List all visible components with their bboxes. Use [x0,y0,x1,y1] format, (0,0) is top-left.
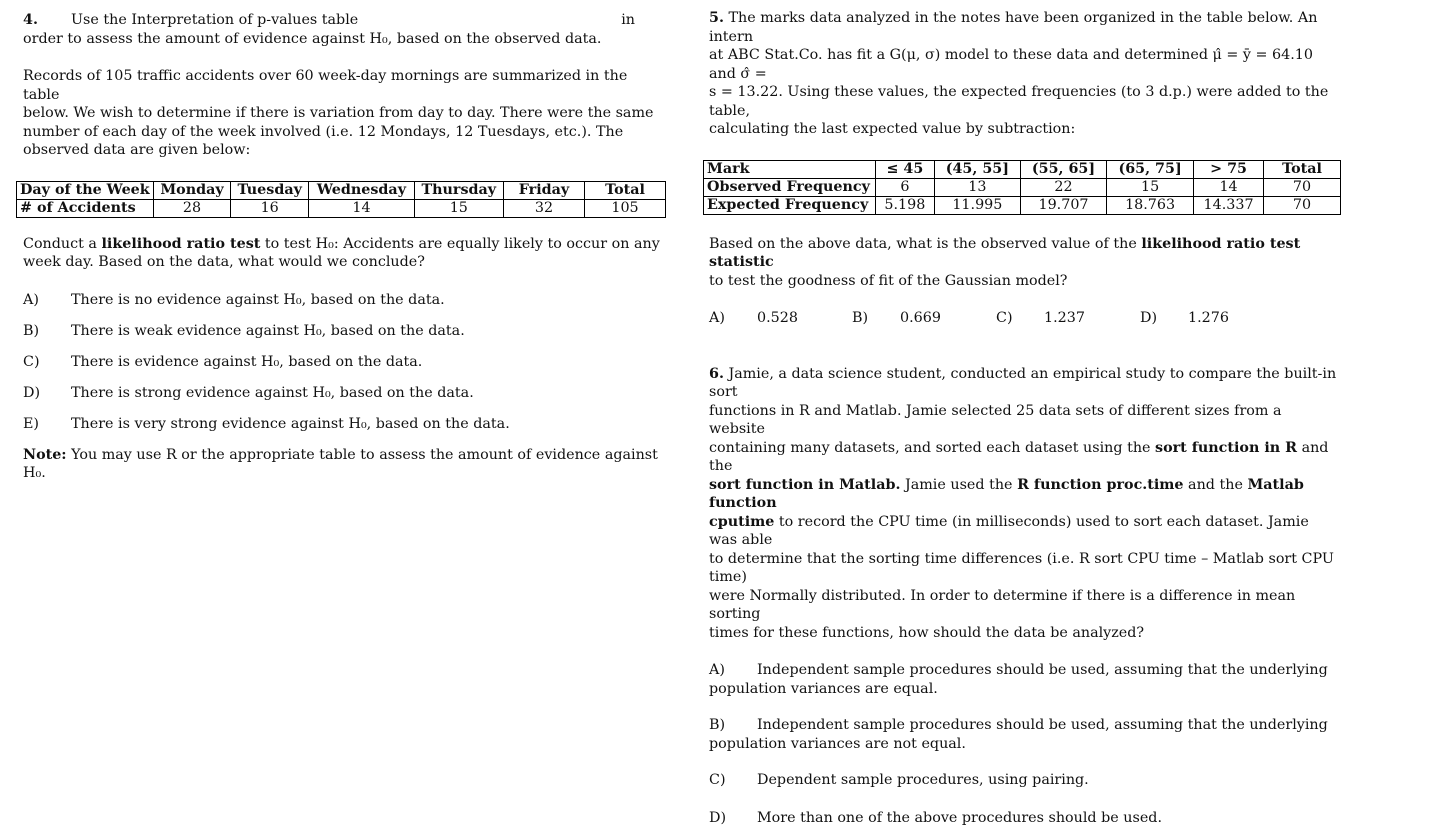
table-row-label: # of Accidents [17,199,154,217]
q4-question [23,235,668,254]
option-letter: D) [709,809,757,827]
q5-number: 5. [709,10,724,26]
table-cell: 19.707 [1020,196,1106,214]
q5-question-bold: likelihood ratio test statistic [709,236,1300,271]
q6-option-a[interactable] [709,661,1341,698]
table-cell: 32 [504,199,585,217]
option-letter: D) [23,384,71,403]
table-row-label: Expected Frequency [704,196,876,214]
q6-text: Jamie used the [900,477,1017,493]
q5-question [709,235,1341,272]
table-header-cell: (65, 75] [1107,160,1194,178]
option-letter: C) [996,309,1044,328]
option-text: There is evidence against H₀, based on the data. [71,353,422,372]
q6-bold: sort function in Matlab. [709,477,900,493]
table-header-cell: > 75 [1194,160,1264,178]
q6-text: and the [1184,477,1248,493]
table-header-cell: Thursday [414,181,503,199]
table-cell: 6 [876,178,935,196]
questions-5-6 [709,9,1341,827]
q4-option-b[interactable] [23,322,668,341]
option-letter: A) [709,661,757,680]
q6-number: 6. [709,366,724,382]
q5-marks-table [703,160,1341,215]
table-header-cell: Total [1264,160,1341,178]
table-header-cell: Friday [504,181,585,199]
q4-question-text: Conduct a [23,236,101,252]
q6-line [709,439,1341,476]
q6-text: to record the CPU time (in milliseconds) used to sort each dataset. Jamie was able [709,514,1309,549]
q4-description [23,67,668,160]
option-text-line2: population variances are not equal. [709,735,1341,754]
question-4 [23,11,668,483]
q6-bold: Matlab function [709,477,1304,512]
q4-option-d[interactable] [23,384,668,403]
table-cell: 15 [1107,178,1194,196]
table-cell: 14 [309,199,414,217]
table-cell: 28 [154,199,231,217]
table-cell: 18.763 [1107,196,1194,214]
table-header-cell: (55, 65] [1020,160,1106,178]
q4-options [23,291,668,434]
q6-bold: cputime [709,514,774,530]
question-6 [709,365,1341,643]
table-cell: 16 [231,199,309,217]
table-header-cell: Mark [704,160,876,178]
q5-option-a[interactable] [709,309,852,328]
option-letter: A) [23,291,71,310]
q5-options [709,309,1341,328]
table-header-cell: Total [585,181,666,199]
table-header-row [704,160,1341,178]
q5-option-b[interactable] [852,309,996,328]
q5-intro-text: The marks data analyzed in the notes have been organized in the table below. An intern [709,10,1317,45]
table-cell: 105 [585,199,666,217]
q6-line [709,476,1341,513]
q4-instruction-line2: order to assess the amount of evidence against H₀, based on the observed data. [23,30,668,49]
q5-option-d[interactable] [1140,309,1229,328]
q4-accidents-table [16,181,666,218]
q4-instruction [23,11,668,30]
table-cell: 11.995 [934,196,1020,214]
q6-bold: R function proc.time [1017,477,1183,493]
q4-description-line: below. We wish to determine if there is variation from day to day. There were the same [23,104,668,123]
q4-description-line: observed data are given below: [23,141,668,160]
table-cell: 13 [934,178,1020,196]
option-text-line2: population variances are equal. [709,680,1341,699]
q5-question-line2: to test the goodness of fit of the Gaussian model? [709,272,1341,291]
q5-intro-line: s = 13.22. Using these values, the expected frequencies (to 3 d.p.) were added to the table, [709,83,1341,120]
option-letter: C) [23,353,71,372]
option-value: 1.276 [1188,309,1229,328]
option-value: 0.669 [900,309,941,328]
q6-line: times for these functions, how should the data be analyzed? [709,624,1341,643]
option-letter: B) [23,322,71,341]
option-letter: A) [709,309,757,328]
option-text: There is weak evidence against H₀, based on the data. [71,322,465,341]
q5-intro-line [709,9,1341,46]
q6-line [709,365,1341,402]
option-text: There is very strong evidence against H₀, based on the data. [71,415,510,434]
option-text: Independent sample procedures should be used, assuming that the underlying [757,717,1328,733]
option-value: 0.528 [757,309,798,328]
table-cell: 14.337 [1194,196,1264,214]
table-header-row [17,181,666,199]
table-cell: 15 [414,199,503,217]
table-header-cell: Wednesday [309,181,414,199]
table-row [704,196,1341,214]
q4-option-c[interactable] [23,353,668,372]
table-header-cell: Day of the Week [17,181,154,199]
q6-line: to determine that the sorting time differences (i.e. R sort CPU time – Matlab sort CPU time) [709,550,1341,587]
q4-note [23,446,668,483]
q6-line: functions in R and Matlab. Jamie selected 25 data sets of different sizes from a website [709,402,1341,439]
option-letter: B) [709,716,757,735]
option-letter: C) [709,771,757,790]
table-row [704,178,1341,196]
q6-options [709,661,1341,827]
option-text: There is no evidence against H₀, based on the data. [71,291,445,310]
q4-instruction-end: in [621,11,635,30]
q4-question-line2: week day. Based on the data, what would we conclude? [23,253,668,272]
q6-bold: sort function in R [1155,440,1297,456]
option-text: Independent sample procedures should be used, assuming that the underlying [757,662,1328,678]
option-letter: D) [1140,309,1188,328]
q4-number: 4. [23,11,71,30]
q4-description-line: Records of 105 traffic accidents over 60 week-day mornings are summarized in the table [23,67,668,104]
q4-question-bold: likelihood ratio test [101,236,260,252]
table-row-label: Observed Frequency [704,178,876,196]
option-text: More than one of the above procedures should be used. [757,810,1162,826]
q4-option-a[interactable] [23,291,668,310]
q6-line: were Normally distributed. In order to determine if there is a difference in mean sorting [709,587,1341,624]
table-cell: 14 [1194,178,1264,196]
q6-line [709,513,1341,550]
q4-instruction-text: Use the Interpretation of p-values table [71,12,358,28]
q5-intro-line: calculating the last expected value by subtraction: [709,120,1341,139]
q4-question-text-post: to test H₀: Accidents are equally likely to occur on any [260,236,659,252]
option-letter: B) [852,309,900,328]
table-cell: 70 [1264,178,1341,196]
q6-option-b[interactable] [709,716,1341,753]
option-text: There is strong evidence against H₀, based on the data. [71,384,474,403]
q4-option-e[interactable] [23,415,668,434]
q5-option-c[interactable] [996,309,1140,328]
option-text: Dependent sample procedures, using pairing. [757,772,1089,788]
q6-option-d[interactable] [709,809,1341,827]
note-label: Note: [23,447,67,463]
q5-question-text: Based on the above data, what is the observed value of the [709,236,1141,252]
table-header-cell: Tuesday [231,181,309,199]
q6-text: containing many datasets, and sorted each dataset using the [709,440,1155,456]
q5-intro-line: at ABC Stat.Co. has fit a G(μ, σ) model to these data and determined μ̂ = ȳ = 64.10 and σ̂ = [709,46,1341,83]
q6-option-c[interactable] [709,771,1341,790]
q6-text: Jamie, a data science student, conducted an empirical study to compare the built-in sort [709,366,1336,401]
q4-description-line: number of each day of the week involved (i.e. 12 Mondays, 12 Tuesdays, etc.). The [23,123,668,142]
option-letter: E) [23,415,71,434]
table-header-cell: Monday [154,181,231,199]
table-header-cell: ≤ 45 [876,160,935,178]
table-cell: 5.198 [876,196,935,214]
note-text: You may use R or the appropriate table to assess the amount of evidence against H₀. [23,447,658,482]
option-value: 1.237 [1044,309,1085,328]
table-row [17,199,666,217]
table-cell: 70 [1264,196,1341,214]
q5-intro [709,9,1341,139]
table-header-cell: (45, 55] [934,160,1020,178]
q6-text: and the [709,440,1328,475]
table-cell: 22 [1020,178,1106,196]
